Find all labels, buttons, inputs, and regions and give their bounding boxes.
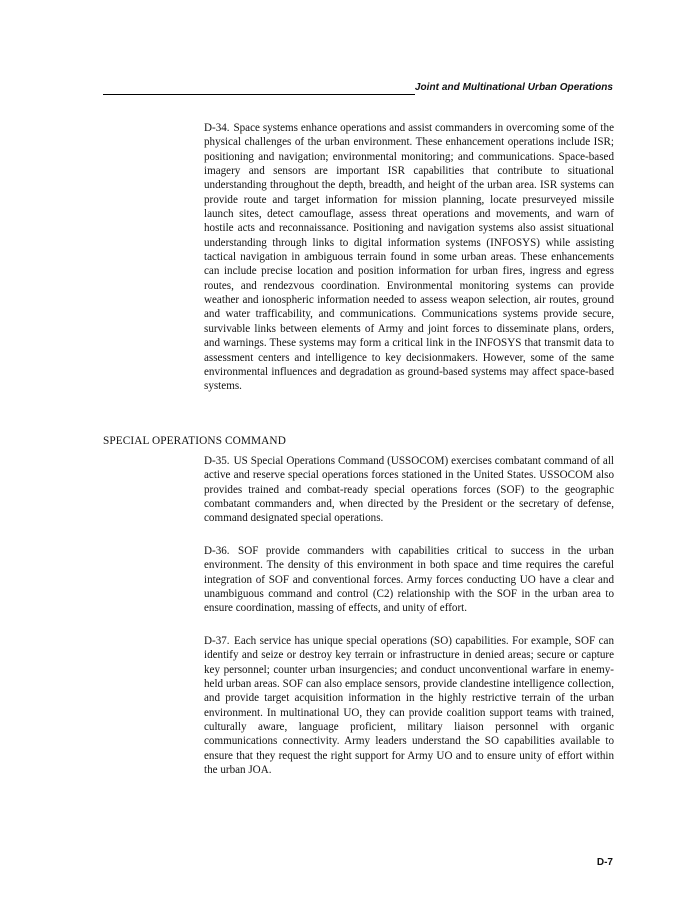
paragraph-d-35 <box>204 454 614 526</box>
paragraph-text: SOF provide commanders with capabilities critical to success in the urban environment. The density of this environment in both space and time requires the careful integration of SOF and conventional forces. Army forces conducting UO have a clear and unambiguous command and control (C2) relationship with the SOF in the urban area to ensure coordination, massing of effects, and unity of effort. <box>204 545 614 615</box>
paragraph-text: Space systems enhance operations and assist commanders in overcoming some of the physical challenges of the urban environment. These enhancement operations include ISR; positioning and navigation; environmental monitoring; and communications. Space-based imagery and sensors are important ISR capabilities that contribute to situational understanding throughout the depth, breadth, and height of the urban area. ISR systems can provide route and target information for mission planning, locate presurveyed missile launch sites, detect camouflage, assess threat operations and movements, and warn of hostile acts and reconnaissance. Positioning and navigation systems also assist situational understanding through links to digital information systems (INFOSYS) while assisting tactical navigation in ambiguous terrain found in some urban areas. These enhancements can include precise location and position information for urban fires, ingress and egress routes, and rendezvous coordination. Environmental monitoring systems can provide weather and ionospheric information needed to assess weapon selection, air routes, ground and water trafficability, and communications. Communications systems provide secure, survivable links between elements of Army and joint forces to disseminate plans, orders, and warnings. These systems may form a critical link in the INFOSYS that transmit data to assessment centers and intelligence to key decisionmakers. However, some of the same environmental influences and degradation as ground-based systems may affect space-based systems. <box>204 122 614 393</box>
paragraph-d-36 <box>204 544 614 616</box>
paragraph-number: D-36. <box>204 545 230 557</box>
paragraph-number: D-34. <box>204 122 230 134</box>
running-header-title: Joint and Multinational Urban Operations <box>414 82 613 93</box>
paragraph-d-34 <box>204 121 614 394</box>
paragraph-number: D-37. <box>204 635 230 647</box>
page-number: D-7 <box>596 857 613 868</box>
paragraph-text: Each service has unique special operations (SO) capabilities. For example, SOF can identify and seize or destroy key terrain or infrastructure in denied areas; secure or capture key personnel; counter urban insurgencies; and conduct unconventional warfare in enemy-held urban areas. SOF can also emplace sensors, provide clandestine intelligence collection, and provide target acquisition information in the highly restrictive terrain of the urban environment. In multinational UO, they can provide coalition support teams with trained, culturally aware, language proficient, military liaison personnel with organic communications connectivity. Army leaders understand the SO capabilities available to ensure that they request the right support for Army UO and to ensure unity of effort within the urban JOA. <box>204 635 614 777</box>
header-rule <box>103 94 415 95</box>
paragraph-d-37 <box>204 634 614 777</box>
paragraph-text: US Special Operations Command (USSOCOM) exercises combatant command of all active and reserve special operations forces stationed in the United States. USSOCOM also provides trained and combat-ready special operations forces (SOF) to the geographic combatant commanders and, when directed by the President or the secretary of defense, command designated special operations. <box>204 455 615 525</box>
paragraph-number: D-35. <box>204 455 230 467</box>
section-heading: SPECIAL OPERATIONS COMMAND <box>103 435 286 447</box>
